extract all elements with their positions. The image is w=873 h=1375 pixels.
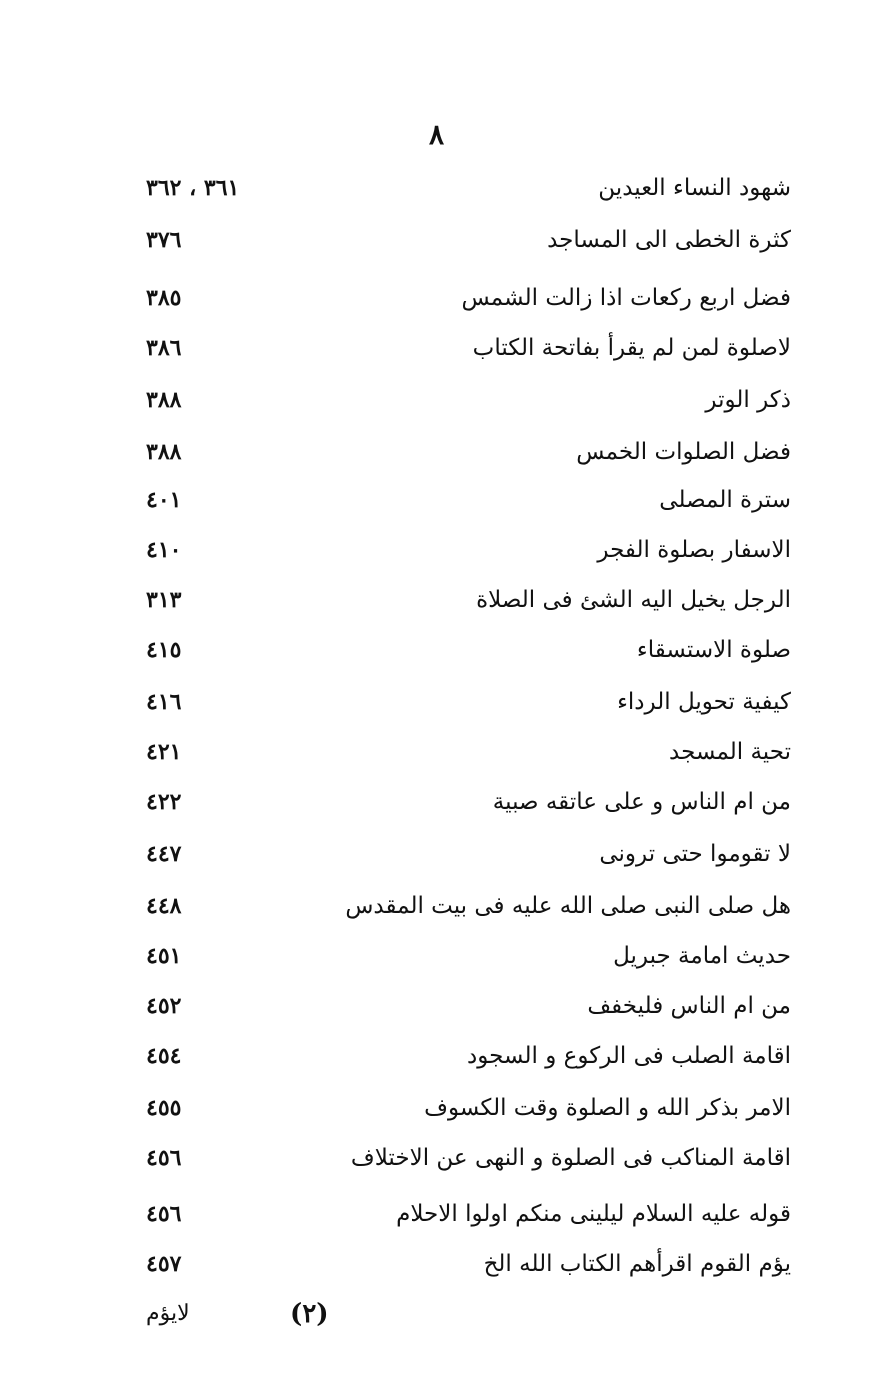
entry-title: اقامة المناكب فى الصلوة و النهى عن الاختلاف — [350, 1145, 791, 1171]
index-entry — [0, 380, 873, 420]
entry-title: اقامة الصلب فى الركوع و السجود — [467, 1043, 791, 1069]
index-entry — [0, 480, 873, 520]
entry-title: فضل الصلوات الخمس — [576, 439, 791, 465]
index-entry — [0, 220, 873, 260]
index-entry — [0, 986, 873, 1026]
entry-title: كيفية تحويل الرداء — [617, 689, 791, 715]
entry-title: لاصلوة لمن لم يقرأ بفاتحة الكتاب — [472, 335, 791, 361]
entry-page-number: ٤٥٧ — [146, 1251, 182, 1277]
page-number: ٨ — [428, 118, 445, 151]
signature-mark: (٢) — [290, 1299, 329, 1329]
entry-page-number: ٣٨٨ — [146, 387, 182, 413]
index-entry — [0, 432, 873, 472]
entry-page-number: ٣٨٨ — [146, 439, 182, 465]
entry-title: شهود النساء العيدين — [598, 175, 791, 201]
index-entry — [0, 580, 873, 620]
index-entry — [0, 834, 873, 874]
entry-page-number: ٣٨٥ — [146, 285, 182, 311]
entry-title: يؤم القوم اقرأهم الكتاب الله الخ — [483, 1251, 791, 1277]
entry-page-number: ٤١٦ — [146, 689, 182, 715]
entry-page-number: ٤٤٨ — [146, 893, 182, 919]
entry-title: الامر بذكر الله و الصلوة وقت الكسوف — [424, 1095, 791, 1121]
entry-title: كثرة الخطى الى المساجد — [547, 227, 791, 253]
entry-title: قوله عليه السلام ليلينى منكم اولوا الاحلام — [396, 1201, 791, 1227]
entry-page-number: ٤١٥ — [146, 637, 182, 663]
entry-page-number: ٤٥٤ — [146, 1043, 182, 1069]
entry-page-number: ٤٤٧ — [146, 841, 182, 867]
entry-page-number: ٤٢١ — [146, 739, 182, 765]
index-entry — [0, 886, 873, 926]
entry-page-number: ٤١٠ — [146, 537, 182, 563]
index-entry — [0, 630, 873, 670]
entry-title: حديث امامة جبريل — [613, 943, 791, 969]
index-entry — [0, 1194, 873, 1234]
index-entry — [0, 682, 873, 722]
index-entry — [0, 530, 873, 570]
index-entry — [0, 782, 873, 822]
entry-title: فضل اربع ركعات اذا زالت الشمس — [461, 285, 791, 311]
entry-page-number: ٤٠١ — [146, 487, 182, 513]
entry-title: لا تقوموا حتى ترونى — [599, 841, 791, 867]
entry-title: الاسفار بصلوة الفجر — [597, 537, 791, 563]
entry-title: ذكر الوتر — [705, 387, 791, 413]
entry-title: من ام الناس فليخفف — [587, 993, 791, 1019]
index-entry — [0, 1138, 873, 1178]
entry-title: من ام الناس و على عاتقه صبية — [492, 789, 791, 815]
catchword: لايؤم — [146, 1301, 190, 1326]
index-entry — [0, 1036, 873, 1076]
entry-page-number: ٤٥٢ — [146, 993, 182, 1019]
entry-title: سترة المصلى — [659, 487, 791, 513]
entry-title: تحية المسجد — [669, 739, 791, 765]
entry-page-number: ٣١٣ — [146, 587, 182, 613]
index-entry — [0, 328, 873, 368]
entry-title: صلوة الاستسقاء — [636, 637, 791, 663]
entry-page-number: ٣٧٦ — [146, 227, 182, 253]
entry-page-number: ٤٢٢ — [146, 789, 182, 815]
entry-page-number: ٣٦١ ، ٣٦٢ — [146, 175, 240, 201]
index-entry — [0, 278, 873, 318]
entry-title: هل صلى النبى صلى الله عليه فى بيت المقدس — [345, 893, 791, 919]
index-entry — [0, 732, 873, 772]
entry-page-number: ٤٥٦ — [146, 1201, 182, 1227]
entry-page-number: ٣٨٦ — [146, 335, 182, 361]
entry-page-number: ٤٥٦ — [146, 1145, 182, 1171]
entry-page-number: ٤٥٥ — [146, 1095, 182, 1121]
page-footer — [0, 1292, 873, 1336]
entry-page-number: ٤٥١ — [146, 943, 182, 969]
entry-title: الرجل يخيل اليه الشئ فى الصلاة — [476, 587, 791, 613]
index-entry — [0, 936, 873, 976]
index-entry — [0, 1244, 873, 1284]
index-entry — [0, 1088, 873, 1128]
index-entry — [0, 168, 873, 208]
